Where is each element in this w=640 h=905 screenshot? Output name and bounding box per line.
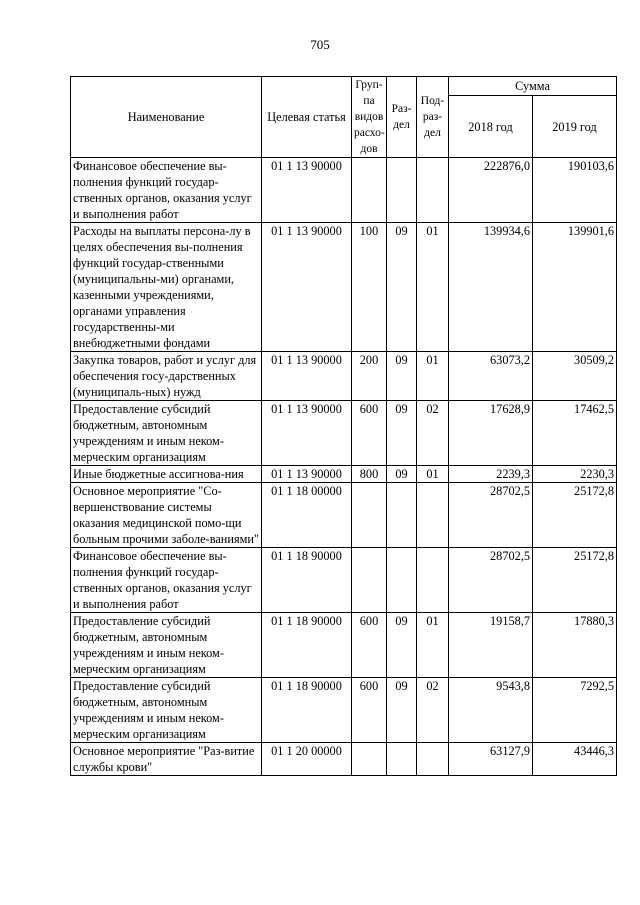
row-group-cell: 800 (352, 466, 387, 483)
row-name-cell: Предоставление субсидий бюджетным, автономным учреждениям и иным неком-мерческим организациям (71, 613, 262, 678)
row-2018-amount-cell: 63073,2 (449, 352, 533, 401)
row-section-cell: 09 (387, 223, 417, 352)
table-row (71, 466, 617, 483)
table-row (71, 678, 617, 743)
row-subsection-cell: 01 (417, 223, 449, 352)
table-row (71, 158, 617, 223)
row-subsection-cell (417, 743, 449, 776)
row-group-cell: 600 (352, 613, 387, 678)
row-name-cell: Расходы на выплаты персона-лу в целях обеспечения вы-полнения функций государ-ственными (муниципальны-ми) органами, казенными учреждениями, органами управления государственны-ми внебюджетными фондами (71, 223, 262, 352)
row-name-cell: Основное мероприятие "Раз-витие службы крови" (71, 743, 262, 776)
budget-table (70, 76, 617, 776)
row-group-cell (352, 548, 387, 613)
row-subsection-cell: 01 (417, 613, 449, 678)
row-name-cell: Предоставление субсидий бюджетным, автономным учреждениям и иным неком-мерческим организациям (71, 678, 262, 743)
row-name-cell: Закупка товаров, работ и услуг для обеспечения госу-дарственных (муниципаль-ных) нужд (71, 352, 262, 401)
row-subsection-cell: 02 (417, 401, 449, 466)
row-target-code-cell: 01 1 20 00000 (262, 743, 352, 776)
row-2018-amount-cell: 222876,0 (449, 158, 533, 223)
header-2019: 2019 год (533, 96, 617, 158)
row-2019-amount-cell: 190103,6 (533, 158, 617, 223)
row-2019-amount-cell: 17462,5 (533, 401, 617, 466)
row-target-code-cell: 01 1 13 90000 (262, 401, 352, 466)
row-2018-amount-cell: 9543,8 (449, 678, 533, 743)
row-2019-amount-cell: 25172,8 (533, 483, 617, 548)
row-2018-amount-cell: 63127,9 (449, 743, 533, 776)
row-section-cell: 09 (387, 352, 417, 401)
row-group-cell: 200 (352, 352, 387, 401)
row-group-cell (352, 158, 387, 223)
row-section-cell: 09 (387, 466, 417, 483)
row-group-cell (352, 483, 387, 548)
row-group-cell (352, 743, 387, 776)
table-row (71, 548, 617, 613)
page-number: 705 (310, 37, 330, 52)
row-target-code-cell: 01 1 13 90000 (262, 158, 352, 223)
row-group-cell: 600 (352, 678, 387, 743)
row-subsection-cell (417, 548, 449, 613)
row-2018-amount-cell: 2239,3 (449, 466, 533, 483)
row-group-cell: 100 (352, 223, 387, 352)
row-name-cell: Финансовое обеспечение вы-полнения функций государ-ственных органов, оказания услуг и выполнения работ (71, 548, 262, 613)
row-section-cell (387, 548, 417, 613)
row-2019-amount-cell: 7292,5 (533, 678, 617, 743)
row-2019-amount-cell: 2230,3 (533, 466, 617, 483)
row-2018-amount-cell: 17628,9 (449, 401, 533, 466)
row-section-cell (387, 483, 417, 548)
row-section-cell (387, 158, 417, 223)
header-group: Груп-па видов расхо-дов (352, 77, 387, 158)
row-target-code-cell: 01 1 18 00000 (262, 483, 352, 548)
header-subsection: Под-раз-дел (417, 77, 449, 158)
table-row (71, 613, 617, 678)
row-2019-amount-cell: 43446,3 (533, 743, 617, 776)
row-name-cell: Основное мероприятие "Со-вершенствование системы оказания медицинской помо-щи больным прочими заболе-ваниями" (71, 483, 262, 548)
table-row (71, 743, 617, 776)
row-2018-amount-cell: 28702,5 (449, 483, 533, 548)
row-section-cell (387, 743, 417, 776)
header-section: Раз-дел (387, 77, 417, 158)
row-target-code-cell: 01 1 13 90000 (262, 466, 352, 483)
row-2018-amount-cell: 28702,5 (449, 548, 533, 613)
header-2018: 2018 год (449, 96, 533, 158)
row-2019-amount-cell: 30509,2 (533, 352, 617, 401)
header-sum: Сумма (449, 77, 617, 96)
row-subsection-cell: 01 (417, 352, 449, 401)
row-subsection-cell (417, 158, 449, 223)
header-target: Целевая статья (262, 77, 352, 158)
row-target-code-cell: 01 1 18 90000 (262, 548, 352, 613)
table-row (71, 223, 617, 352)
row-2019-amount-cell: 25172,8 (533, 548, 617, 613)
row-target-code-cell: 01 1 13 90000 (262, 352, 352, 401)
table-row (71, 401, 617, 466)
row-section-cell: 09 (387, 401, 417, 466)
row-target-code-cell: 01 1 18 90000 (262, 613, 352, 678)
row-subsection-cell: 01 (417, 466, 449, 483)
row-name-cell: Финансовое обеспечение вы-полнения функций государ-ственных органов, оказания услуг и выполнения работ (71, 158, 262, 223)
row-target-code-cell: 01 1 18 90000 (262, 678, 352, 743)
table-row (71, 483, 617, 548)
row-section-cell: 09 (387, 613, 417, 678)
row-2018-amount-cell: 139934,6 (449, 223, 533, 352)
row-2019-amount-cell: 139901,6 (533, 223, 617, 352)
row-2019-amount-cell: 17880,3 (533, 613, 617, 678)
row-name-cell: Предоставление субсидий бюджетным, автономным учреждениям и иным неком-мерческим организациям (71, 401, 262, 466)
row-name-cell: Иные бюджетные ассигнова-ния (71, 466, 262, 483)
table-row (71, 352, 617, 401)
row-2018-amount-cell: 19158,7 (449, 613, 533, 678)
row-target-code-cell: 01 1 13 90000 (262, 223, 352, 352)
row-subsection-cell (417, 483, 449, 548)
header-name: Наименование (71, 77, 262, 158)
row-subsection-cell: 02 (417, 678, 449, 743)
row-section-cell: 09 (387, 678, 417, 743)
row-group-cell: 600 (352, 401, 387, 466)
